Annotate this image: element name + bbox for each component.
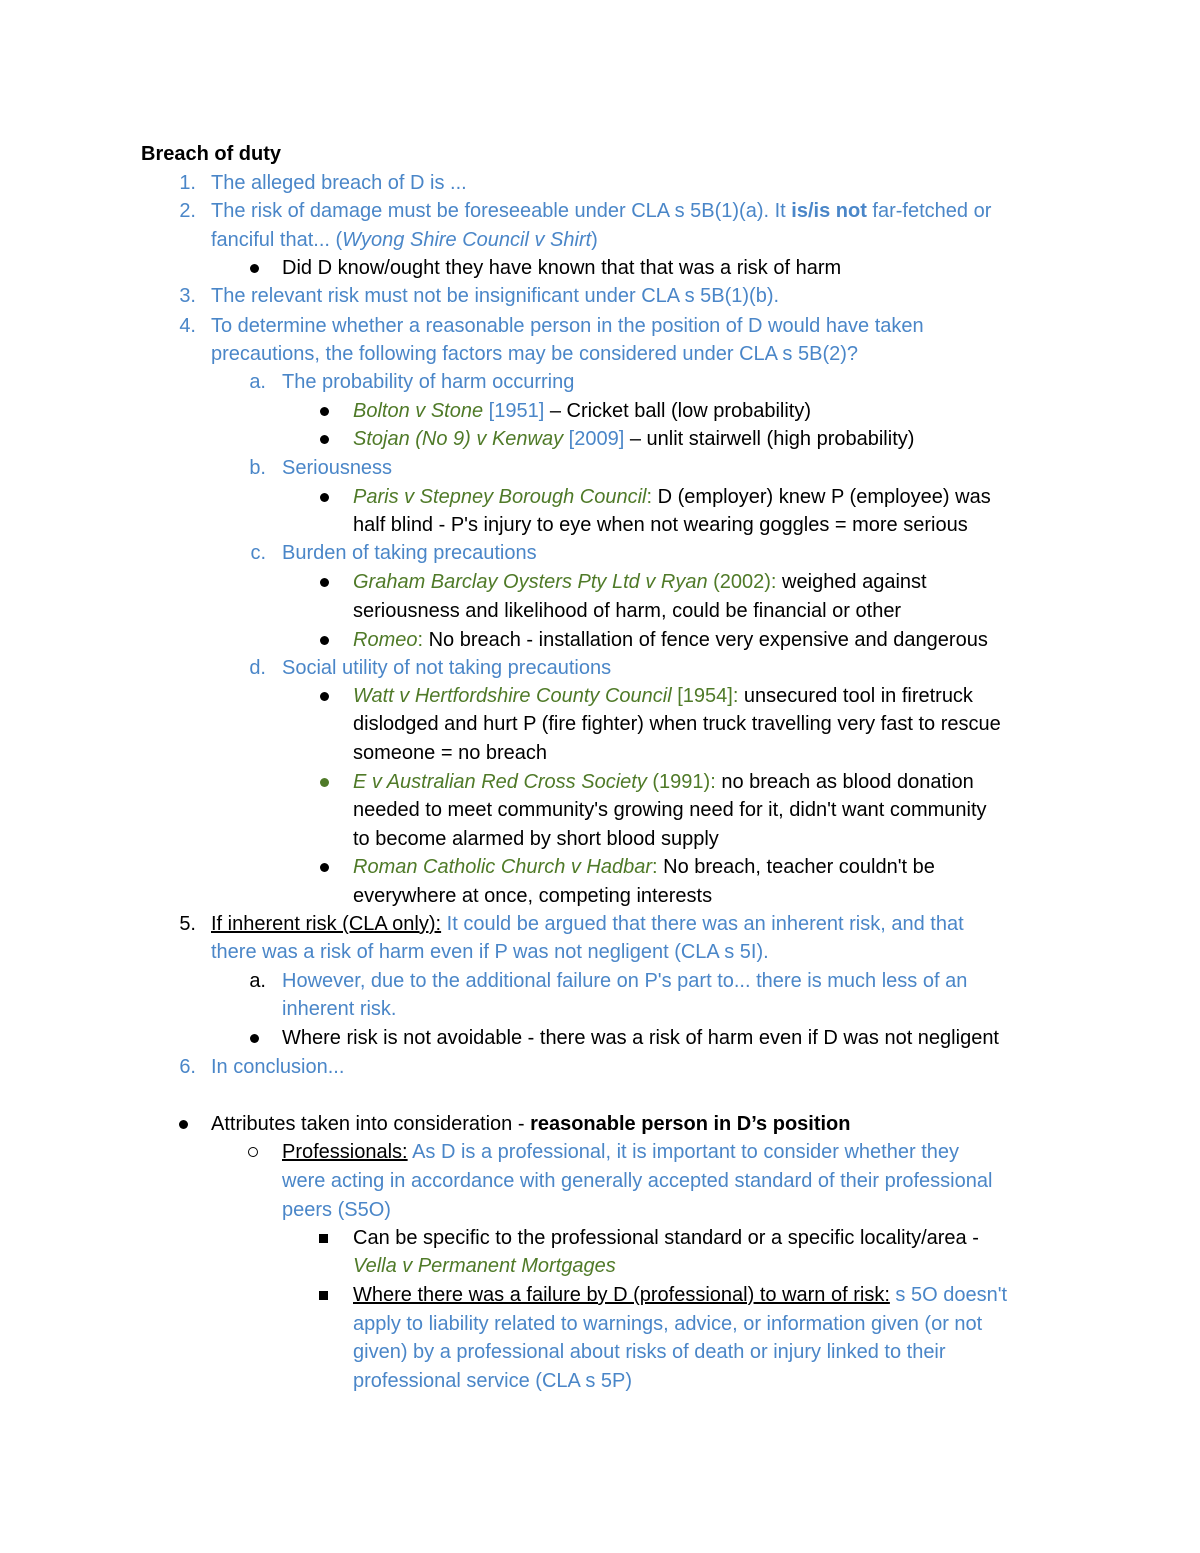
sublist-item: Seriousness: [282, 457, 393, 479]
square-bullet-icon: [319, 1291, 328, 1300]
case-bullet-continuation: dislodged and hurt P (fire fighter) when truck travelling very fast to rescue: [353, 713, 1001, 735]
case-bullet: Stojan (No 9) v Kenway [2009] – unlit stairwell (high probability): [353, 428, 915, 450]
case-name: Vella v Permanent Mortgages: [353, 1255, 616, 1277]
case-name: E v Australian Red Cross Society: [353, 771, 647, 793]
sublist-marker: d.: [249, 657, 266, 679]
case-bullet-continuation: needed to meet community's growing need for it, didn't want community: [353, 799, 987, 821]
list-marker: 4.: [179, 315, 196, 337]
professionals-continuation: were acting in accordance with generally accepted standard of their professional: [282, 1170, 993, 1192]
list-item: The relevant risk must not be insignificant under CLA s 5B(1)(b).: [211, 285, 780, 307]
case-bullet-continuation: half blind - P's injury to eye when not wearing goggles = more serious: [353, 514, 968, 536]
sublist-item: Social utility of not taking precautions: [282, 657, 612, 679]
list-item: The risk of damage must be foreseeable under CLA s 5B(1)(a). It is/is not far-fetched or: [211, 200, 992, 222]
circle-bullet-icon: [248, 1147, 258, 1157]
case-bullet: Bolton v Stone [1951] – Cricket ball (low probability): [353, 400, 812, 422]
list-item: To determine whether a reasonable person in the position of D would have taken: [211, 315, 924, 337]
case-bullet-continuation: everywhere at once, competing interests: [353, 885, 713, 907]
case-bullet: Paris v Stepney Borough Council: D (employer) knew P (employee) was: [353, 486, 991, 508]
list-item: If inherent risk (CLA only): It could be argued that there was an inherent risk, and that: [211, 913, 964, 935]
case-name: Paris v Stepney Borough Council: [353, 486, 647, 508]
case-bullet-continuation: to become alarmed by short blood supply: [353, 828, 719, 850]
bullet-icon: [320, 863, 329, 872]
case-bullet: Graham Barclay Oysters Pty Ltd v Ryan (2002): weighed against: [353, 571, 927, 593]
case-name: Stojan (No 9) v Kenway: [353, 428, 564, 450]
sublist-item: However, due to the additional failure on P's part to... there is much less of an: [282, 970, 968, 992]
case-name: Roman Catholic Church v Hadbar: [353, 856, 653, 878]
sublist-item: The probability of harm occurring: [282, 371, 575, 393]
list-item: The alleged breach of D is ...: [211, 172, 467, 194]
list-item: In conclusion...: [211, 1056, 345, 1078]
bullet-icon: [320, 578, 329, 587]
square-bullet-item: Can be specific to the professional standard or a specific locality/area -: [353, 1227, 979, 1249]
case-bullet: Romeo: No breach - installation of fence very expensive and dangerous: [353, 629, 988, 651]
case-bullet-continuation: someone = no breach: [353, 742, 548, 764]
bullet-icon: [320, 407, 329, 416]
bullet-icon: [320, 493, 329, 502]
list-item-continuation: there was a risk of harm even if P was not negligent (CLA s 5I).: [211, 941, 769, 963]
case-name: Watt v Hertfordshire County Council: [353, 685, 672, 707]
case-name: Wyong Shire Council v Shirt: [342, 229, 592, 251]
sublist-marker: a.: [249, 371, 266, 393]
list-marker: 5.: [179, 913, 196, 935]
list-item-continuation: precautions, the following factors may be considered under CLA s 5B(2)?: [211, 343, 859, 365]
case-bullet: Roman Catholic Church v Hadbar: No breach, teacher couldn't be: [353, 856, 935, 878]
list-marker: 1.: [179, 172, 196, 194]
square-bullet-continuation: given) by a professional about risks of death or injury linked to their: [353, 1341, 946, 1363]
bullet-item: Did D know/ought they have known that that was a risk of harm: [282, 257, 842, 279]
case-bullet: E v Australian Red Cross Society (1991): no breach as blood donation: [353, 771, 974, 793]
sublist-marker: a.: [249, 970, 266, 992]
list-marker: 3.: [179, 285, 196, 307]
square-bullet-continuation: apply to liability related to warnings, advice, or information given (or not: [353, 1313, 983, 1335]
square-bullet-item: Where there was a failure by D (professional) to warn of risk: s 5O doesn't: [353, 1284, 1008, 1306]
case-name: Bolton v Stone: [353, 400, 484, 422]
list-marker: 2.: [179, 200, 196, 222]
square-bullet-icon: [319, 1234, 328, 1243]
case-bullet: Watt v Hertfordshire County Council [1954]: unsecured tool in firetruck: [353, 685, 973, 707]
bullet-icon: [320, 636, 329, 645]
attributes-heading: Attributes taken into consideration - reasonable person in D’s position: [211, 1113, 851, 1135]
professionals-continuation: peers (S5O): [282, 1199, 391, 1221]
list-marker: 6.: [179, 1056, 196, 1078]
bullet-icon: [250, 1034, 259, 1043]
sublist-marker: c.: [250, 542, 266, 564]
page-title: Breach of duty: [141, 143, 282, 165]
case-name: Romeo: [353, 629, 418, 651]
bullet-icon: [320, 435, 329, 444]
case-bullet-continuation: seriousness and likelihood of harm, could be financial or other: [353, 600, 902, 622]
bullet-icon: [320, 692, 329, 701]
sublist-marker: b.: [249, 457, 266, 479]
list-item-continuation: fanciful that... (Wyong Shire Council v Shirt): [211, 229, 598, 251]
sublist-item-continuation: inherent risk.: [282, 998, 397, 1020]
professionals-item: Professionals: As D is a professional, it is important to consider whether they: [282, 1141, 959, 1163]
bullet-icon: [320, 778, 329, 787]
square-bullet-continuation: professional service (CLA s 5P): [353, 1370, 633, 1392]
sublist-item: Burden of taking precautions: [282, 542, 537, 564]
bullet-item: Where risk is not avoidable - there was a risk of harm even if D was not negligent: [282, 1027, 999, 1049]
bullet-icon: [179, 1120, 188, 1129]
case-name: Graham Barclay Oysters Pty Ltd v Ryan: [353, 571, 708, 593]
bullet-icon: [250, 264, 259, 273]
